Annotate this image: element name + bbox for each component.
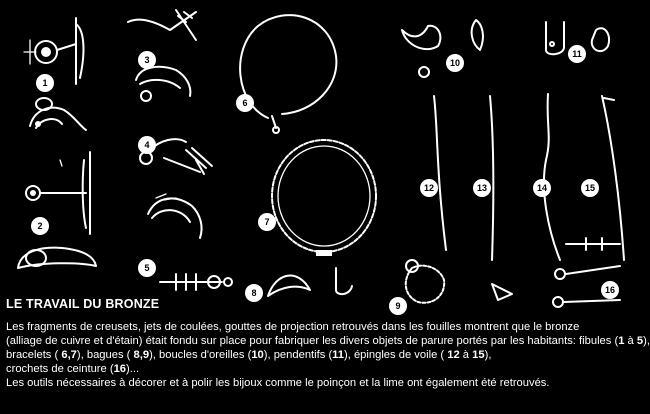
label-10: 10 [449, 58, 461, 68]
label-13: 13 [476, 183, 488, 193]
section-title: LE TRAVAIL DU BRONZE [6, 297, 160, 311]
fibula-1-drawing [24, 18, 86, 130]
fibula-3-drawing [128, 10, 196, 101]
label-9: 9 [395, 301, 401, 311]
label-1: 1 [42, 78, 48, 88]
figure-reference: 1 [618, 335, 625, 348]
figure-reference: 12 [447, 349, 460, 362]
caption-line-1: Les fragments de creusets, jets de coulées, gouttes de projection retrouvés dans les fouilles montrent que le bronze [6, 321, 580, 333]
label-2: 2 [37, 221, 43, 231]
caption-text [6, 320, 650, 390]
caption-line-4: crochets de ceinture (16)... [6, 363, 140, 376]
label-3: 3 [144, 55, 150, 65]
label-11: 11 [572, 49, 582, 59]
figure-number-labels [31, 45, 619, 315]
label-5: 5 [144, 263, 150, 273]
caption-line-5: Les outils nécessaires à décorer et à polir les bijoux comme le poinçon et la lime ont également été retrouvés. [6, 377, 550, 390]
figure-reference: 8,9 [133, 349, 150, 362]
label-12: 12 [423, 183, 435, 193]
fibula-5-drawing [160, 274, 232, 290]
label-6: 6 [242, 98, 248, 108]
figure-reference: 6,7 [61, 349, 77, 362]
caption-line-3: bracelets ( 6,7), bagues ( 8,9), boucles d'oreilles (10), pendentifs (11), épingles de voile ( 12 à 15), [6, 349, 492, 362]
figure-reference: 10 [251, 349, 264, 362]
caption-line-2: (alliage de cuivre et d'étain) était fondu sur place pour fabriquer les divers objets de parure portés par les habitants: fibules (1 à 5), [6, 335, 650, 348]
earring-10-drawing [402, 20, 483, 77]
bracelet-6-drawing [240, 15, 336, 133]
fibula-2-drawing [18, 152, 96, 268]
bracelet-7-drawing [272, 140, 376, 256]
figure-reference: 5 [636, 335, 644, 348]
label-8: 8 [251, 288, 257, 298]
pins-12-15-drawing [434, 94, 624, 260]
ring-9-drawing [406, 260, 512, 303]
figure-reference: 16 [113, 363, 127, 376]
label-7: 7 [264, 217, 270, 227]
figure-reference: 15 [472, 349, 485, 362]
label-16: 16 [604, 285, 616, 295]
ring-8-drawing [268, 268, 352, 296]
label-14: 14 [536, 183, 548, 193]
label-15: 15 [584, 183, 596, 193]
figure-reference: 11 [332, 349, 344, 362]
fibula-4-drawing [140, 139, 212, 238]
label-4: 4 [144, 140, 150, 150]
